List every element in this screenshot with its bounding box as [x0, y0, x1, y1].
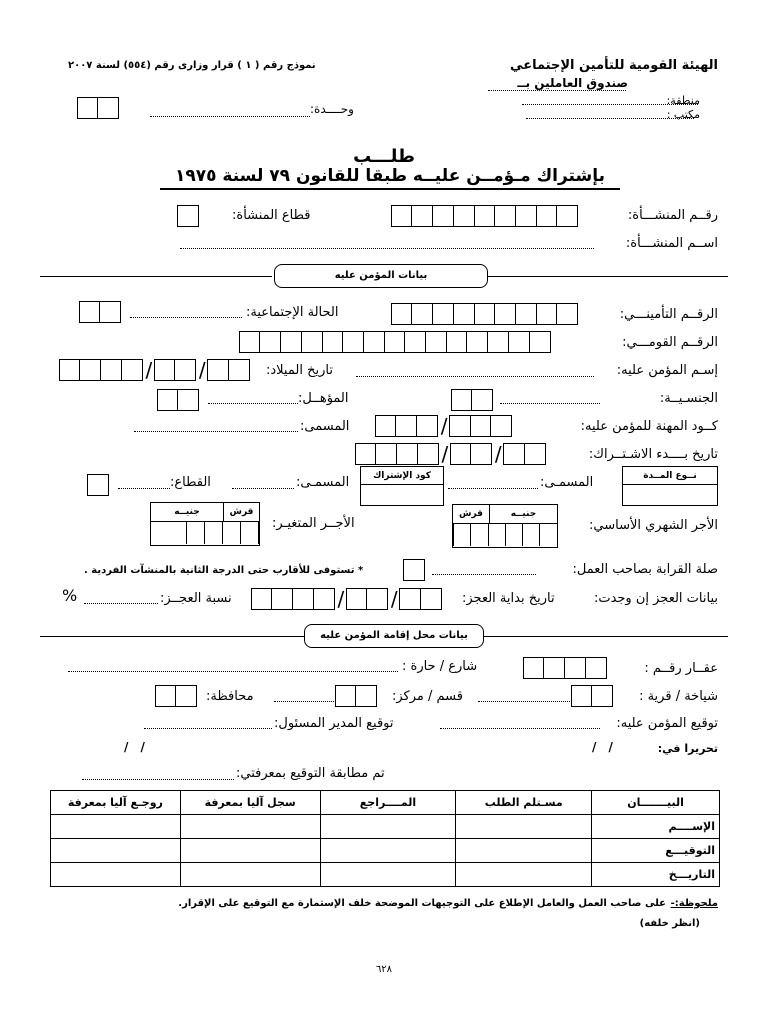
- table-cell[interactable]: [51, 839, 181, 863]
- social-status-field[interactable]: [130, 317, 242, 318]
- fund-name: صندوق العاملين بــ: [517, 76, 628, 90]
- basic-wage-pound: جنيــه: [489, 505, 557, 523]
- section-residence-header: بيانات محل إقامة المؤمن عليه: [304, 624, 484, 648]
- street-label: شارع / حارة :: [402, 659, 478, 674]
- sheyakha-boxes[interactable]: [572, 685, 613, 707]
- note-text: على صاحب العمل والعامل الإطلاع على التوجيهات الموضحة خلف الإستمارة مع التوقيع على الإقرار.: [178, 898, 666, 909]
- table-row: [51, 863, 720, 887]
- table-header-cell: المــــراجع: [320, 791, 456, 815]
- kinship-field[interactable]: [432, 574, 536, 575]
- establishment-name-label: اســم المنشـــأة:: [625, 236, 718, 251]
- property-number-label: عقــار رقــم :: [644, 661, 718, 676]
- unit-field[interactable]: [150, 116, 310, 117]
- job-title-label: المسمى:: [300, 419, 350, 434]
- establishment-number-label: رقــم المنشـــأة:: [627, 208, 718, 223]
- table-cell[interactable]: [180, 839, 320, 863]
- written-on-date[interactable]: / /: [592, 740, 613, 754]
- sheyakha-label: شياخة / قرية :: [639, 689, 718, 704]
- title3-field[interactable]: [232, 488, 294, 489]
- matched-field[interactable]: [82, 779, 234, 780]
- region-field[interactable]: [522, 104, 698, 105]
- sector-field[interactable]: [118, 488, 170, 489]
- form-subtitle: بإشتراك مـؤمــن عليــه طبقا للقانون ٧٩ لسنة ١٩٧٥: [160, 166, 620, 190]
- title2-label: المسمـى:: [540, 475, 594, 490]
- fund-name-field[interactable]: [488, 90, 626, 91]
- table-cell[interactable]: [51, 863, 181, 887]
- nationality-field[interactable]: [500, 403, 600, 404]
- insured-name-field[interactable]: [356, 376, 594, 377]
- kinship-box[interactable]: [404, 559, 425, 581]
- disability-start-label: تاريخ بداية العجز:: [462, 591, 555, 606]
- unit-label: وحــــدة:: [310, 102, 354, 116]
- disability-ratio-field[interactable]: [84, 603, 158, 604]
- property-number-boxes[interactable]: [524, 657, 607, 679]
- sector-label: القطاع:: [170, 475, 211, 490]
- table-cell[interactable]: [320, 839, 456, 863]
- table-header-cell: البيـــــــان: [592, 791, 720, 815]
- percent-sign: %: [62, 586, 78, 605]
- region-label: منطقة:: [666, 94, 700, 107]
- divider-left-2: [40, 636, 304, 637]
- establishment-sector-label: قطاع المنشأة:: [232, 208, 311, 223]
- table-cell[interactable]: [456, 815, 592, 839]
- insured-name-label: إسـم المؤمن عليه:: [616, 363, 718, 378]
- section-insured-header: بيانات المؤمن عليه: [274, 264, 488, 288]
- unit-boxes[interactable]: [78, 97, 119, 119]
- district-boxes[interactable]: [336, 685, 377, 707]
- nationality-boxes[interactable]: [452, 389, 493, 411]
- table-row-label: الإســــم: [592, 815, 720, 839]
- insurance-number-label: الرقــم التأمينـــي:: [619, 307, 718, 322]
- table-row-label: التوقيـــع: [592, 839, 720, 863]
- job-code-boxes[interactable]: /: [376, 415, 512, 437]
- insurance-number-boxes[interactable]: [392, 303, 578, 325]
- nationality-label: الجنسـيــة:: [659, 391, 718, 406]
- start-date-label: تاريخ بــــدء الاشـتــراك:: [588, 447, 718, 462]
- job-code-label: كــود المهنة للمؤمن عليه:: [580, 419, 718, 434]
- written-on-label: تحريرا في:: [657, 742, 718, 755]
- governorate-boxes[interactable]: [156, 685, 197, 707]
- disability-start-boxes[interactable]: / /: [252, 588, 442, 610]
- office-field[interactable]: [526, 118, 694, 119]
- table-header-cell: سجل آليا بمعرفة: [180, 791, 320, 815]
- variable-wage-pound: جنيــه: [174, 507, 200, 517]
- insured-sign-label: توقيع المؤمن عليه:: [616, 716, 718, 731]
- form-number: نموذج رقم ( ١ ) قرار وزارى رقم (٥٥٤) لسنة ٢٠٠٧: [68, 60, 316, 71]
- title3-label: المسمـى:: [296, 475, 350, 490]
- street-field[interactable]: [68, 671, 398, 672]
- birth-date-boxes[interactable]: / /: [60, 359, 250, 381]
- subscription-code-box[interactable]: [360, 466, 444, 506]
- basic-wage-box[interactable]: [452, 504, 558, 548]
- district-label: قسم / مركز:: [392, 689, 463, 704]
- birth-date-label: تاريخ الميلاد:: [266, 363, 333, 378]
- job-title-field[interactable]: [134, 431, 298, 432]
- kinship-note: * تستوفى للأقارب حتى الدرجة الثانية بالمنشآت الفردية .: [84, 565, 364, 576]
- title2-field[interactable]: [448, 488, 538, 489]
- disability-ratio-label: نسبة العجــز:: [160, 591, 232, 606]
- duration-type-label: نــوع المــدة: [623, 467, 717, 485]
- manager-sign-date[interactable]: / /: [124, 740, 145, 754]
- sector-box[interactable]: [88, 474, 109, 496]
- table-cell[interactable]: [320, 863, 456, 887]
- district-field[interactable]: [274, 701, 334, 702]
- establishment-number-boxes[interactable]: [392, 205, 578, 227]
- subscription-code-label: كود الإشتراك: [361, 467, 443, 485]
- table-row: [51, 839, 720, 863]
- manager-sign-field[interactable]: [144, 728, 272, 729]
- variable-wage-box[interactable]: [150, 502, 260, 546]
- office-label: مكتب :: [666, 108, 700, 121]
- governorate-label: محافظة:: [206, 689, 254, 704]
- social-status-label: الحالة الإجتماعية:: [246, 305, 339, 320]
- table-cell[interactable]: [180, 815, 320, 839]
- kinship-label: صلة القرابة بصاحب العمل:: [572, 562, 718, 577]
- disability-label: بيانات العجز إن وجدت:: [593, 591, 718, 606]
- qualification-boxes[interactable]: [158, 389, 199, 411]
- start-date-boxes[interactable]: / /: [356, 443, 546, 465]
- divider-right: [488, 276, 728, 277]
- office-use-table: [50, 790, 720, 887]
- table-row-label: التاريـــخ: [592, 863, 720, 887]
- table-row: [51, 815, 720, 839]
- note-label: ملحوظة:-: [670, 898, 718, 909]
- table-header-cell: مسـتلم الطلب: [456, 791, 592, 815]
- org-name: الهيئة القومية للتأمين الإجتماعي: [510, 58, 718, 73]
- divider-right-2: [484, 636, 728, 637]
- table-cell[interactable]: [180, 863, 320, 887]
- table-cell[interactable]: [456, 839, 592, 863]
- sheyakha-field[interactable]: [478, 701, 570, 702]
- table-cell[interactable]: [456, 863, 592, 887]
- basic-wage-piaster: قرش: [459, 509, 483, 519]
- divider-left: [40, 276, 272, 277]
- matched-label: تم مطابقة التوقيع بمعرفتي:: [236, 766, 385, 781]
- variable-wage-label: الأجــر المتغيـر:: [272, 516, 355, 531]
- establishment-name-field[interactable]: [180, 248, 594, 249]
- form-title: طلـــب: [353, 146, 415, 167]
- insured-sign-field[interactable]: [440, 728, 600, 729]
- establishment-sector-box[interactable]: [178, 205, 199, 227]
- qualification-field[interactable]: [208, 403, 298, 404]
- table-header-row: [51, 791, 720, 815]
- table-cell[interactable]: [320, 815, 456, 839]
- basic-wage-label: الأجر الشهري الأساسي:: [589, 518, 718, 533]
- variable-wage-piaster: قرش: [223, 503, 259, 521]
- national-number-boxes[interactable]: [240, 331, 551, 353]
- table-header-cell: روجـع آليا بمعرفة: [51, 791, 181, 815]
- social-status-boxes[interactable]: [80, 301, 121, 323]
- national-number-label: الرقــم القومـــي:: [622, 335, 718, 350]
- page-number: ٦٢٨: [375, 964, 393, 975]
- see-back: (انظر خلفه): [639, 918, 700, 929]
- manager-sign-label: توقيع المدير المسئول:: [274, 716, 394, 731]
- duration-type-box[interactable]: [622, 466, 718, 506]
- table-cell[interactable]: [51, 815, 181, 839]
- qualification-label: المؤهــل:: [298, 391, 349, 406]
